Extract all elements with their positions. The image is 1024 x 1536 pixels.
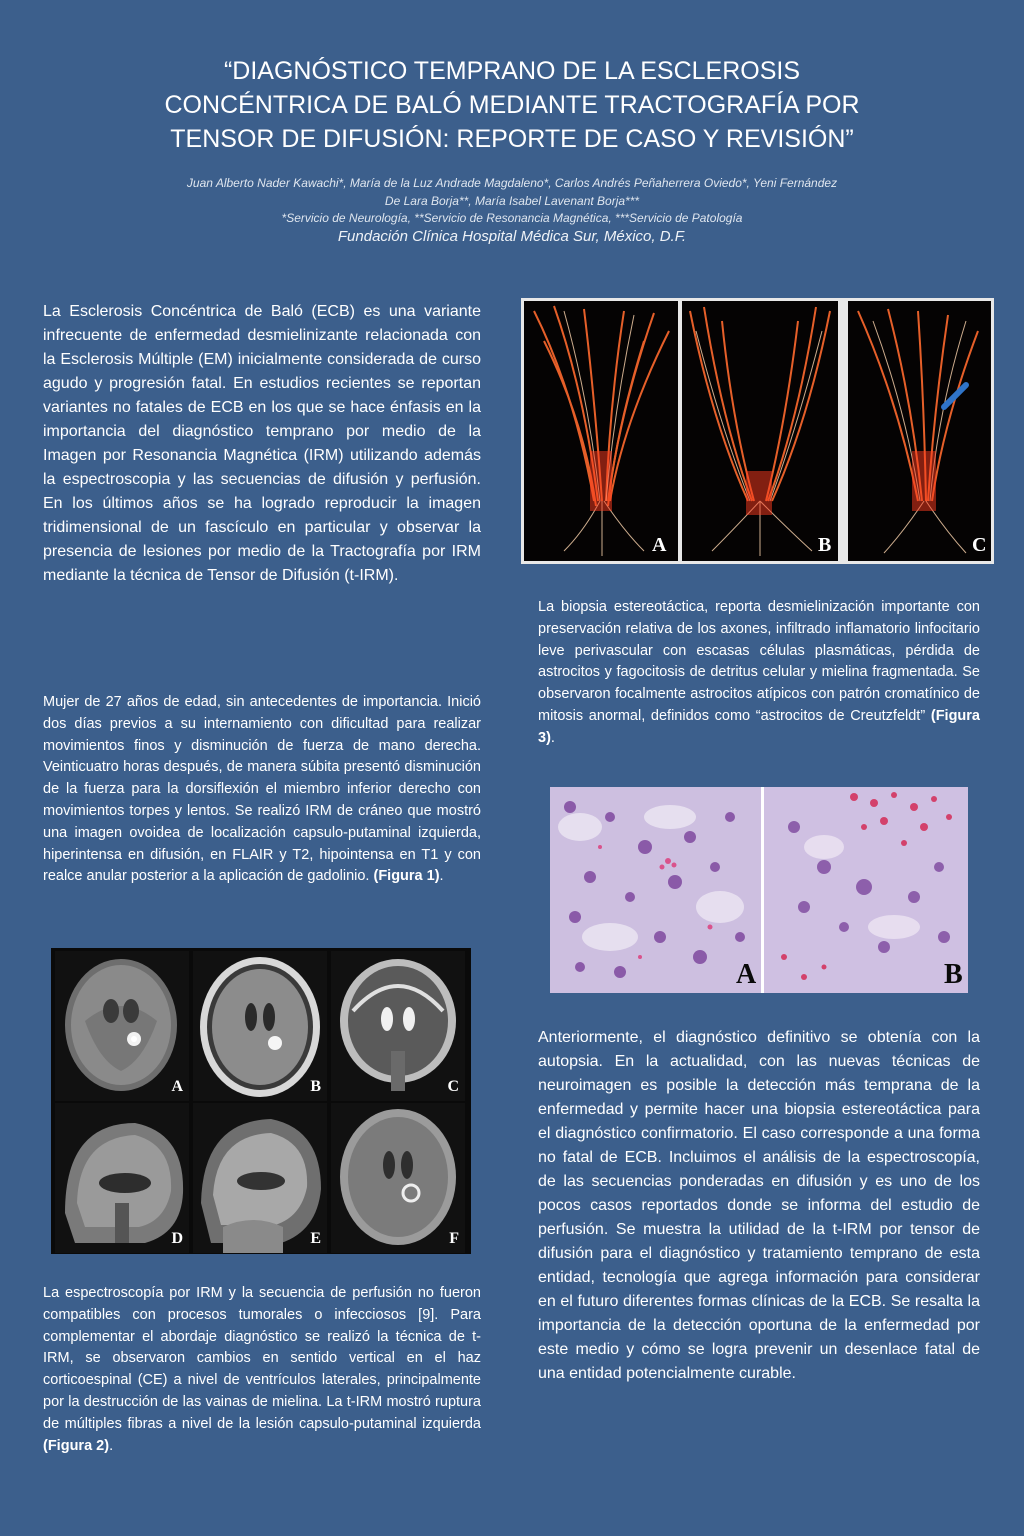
tractography-panel-c [848,301,991,561]
biopsy-end: . [550,729,555,746]
mri-panel-a [55,951,189,1101]
panel-label-a: A [171,1078,183,1095]
panel-label-d: D [171,1230,183,1247]
panel-label-b: B [310,1078,321,1095]
mri-axial-flair-image [193,951,327,1101]
figure-2-ref: (Figura 2) [43,1437,110,1454]
figure-1-ref: (Figura 1) [373,868,440,885]
conclusion-paragraph: Anteriormente, el diagnóstico definitivo se obtenía con la autopsia. En la actualidad, con las nuevas técnicas de neuroimagen es posible la detección más temprana de la enfermedad y permite hacer una biopsia estereotáctica para el diagnóstico confirmatorio. El caso corresponde a una forma no fatal de ECB. Incluimos el análisis de la espectroscopía, de las secuencias ponderadas en difusión y es uno de los pocos casos reportados donde se informa del estudio de perfusión. Se muestra la utilidad de la t-IRM por tensor de difusión para el diagnóstico y tratamiento temprano de esta entidad, tecnología que agrega información para considerar en el futuro diferentes formas clínicas de la ECB. Se resalta la importancia de la detección oportuna de la enfermedad por este medio y cómo se logra prevenir un desenlace fatal de una entidad potencialmente curable. [538,1029,980,1382]
figure-2-tractography [521,298,994,564]
panel-label-b: B [818,534,832,556]
tractography-panel-b [682,301,838,561]
panel-label-c: C [447,1078,459,1095]
mri-panel-f [331,1103,465,1253]
figure-3-histology [550,787,968,993]
case-text: Mujer de 27 años de edad, sin antecedentes de importancia. Inició dos días previos a su internamiento con dificultad para realizar movimientos finos y disminución de fuerza de mano derecha. Veinticuatro horas después, de manera súbita presentó disminución de la fuerza para la dorsiflexión el miembro inferior derecho con movimientos torpes y lentos. Se realizó IRM de cráneo que mostró una imagen ovoidea de localización capsulo-putaminal izquierda, hiperintensa en difusión, en FLAIR y T2, hipointensa en T1 y con realce anular posterior a la aplicación de gadolinio. [43,694,481,885]
tractography-panel-a [524,301,678,561]
authors-line: De Lara Borja**, María Isabel Lavenant Borja*** [384,193,640,208]
mri-sagittal-gad-image [193,1103,327,1253]
panel-label-e: E [310,1230,321,1247]
histology-panel-b [764,787,968,993]
mri-axial-gad-image [331,1103,465,1253]
histology-panel-a [550,787,761,993]
figure-1-mri [51,948,471,1254]
arrow-icon [944,385,966,407]
histology-image-b [764,787,968,993]
mri-panel-b [193,951,327,1101]
mri-axial-dwi-image [55,951,189,1101]
tractography-image-c [848,301,991,561]
panel-label-a: A [736,959,757,990]
panel-label-b: B [944,959,963,990]
mri-panel-e [193,1103,327,1253]
case-paragraph [43,692,481,888]
biopsy-paragraph [538,597,980,750]
mri-coronal-t2-image [331,951,465,1101]
panel-label-f: F [449,1230,459,1247]
spectroscopy-text: La espectroscopía por IRM y la secuencia de perfusión no fueron compatibles con procesos tumorales o infecciosos [9]. Para complementar el abordaje diagnóstico se realizó la técnica de t-IRM, se observaron cambios en sentido vertical en el haz corticoespinal (CE) a nivel de ventrículos laterales, principalmente por la destrucción de las vainas de mielina. La t-IRM mostró ruptura de múltiples fibras a nivel de la lesión capsulo-putaminal izquierda [43,1285,481,1432]
panel-label-a: A [652,534,667,556]
case-end: . [439,868,444,885]
mri-panel-c [331,951,465,1101]
intro-paragraph: La Esclerosis Concéntrica de Baló (ECB) es una variante infrecuente de enfermedad desmielinizante relacionada con la Esclerosis Múltiple (EM) inicialmente considerada de curso agudo y progresión fatal. En estudios recientes se reportan variantes no fatales de ECB en los que se hace énfasis en la importancia del diagnóstico temprano por medio de la Imagen por Resonancia Magnética (IRM) utilizando además la espectroscopia y las secuencias de difusión y perfusión. En los últimos años se ha logrado reproducir la imagen tridimensional de un fascículo en particular y observar la presencia de lesiones por medio de la Tractografía por IRM mediante la técnica de Tensor de Difusión (t-IRM). [43,303,481,584]
title-line: CONCÉNTRICA DE BALÓ MEDIANTE TRACTOGRAFÍA POR [164,91,860,119]
mri-panel-d [55,1103,189,1253]
departments-line: *Servicio de Neurología, **Servicio de Resonancia Magnética, ***Servicio de Patología [281,211,743,225]
mri-sagittal-t1-image [55,1103,189,1253]
affiliation: Fundación Clínica Hospital Médica Sur, México, D.F. [337,228,687,245]
panel-label-c: C [972,534,987,556]
spectroscopy-end: . [109,1437,114,1454]
title-line: TENSOR DE DIFUSIÓN: REPORTE DE CASO Y REVISIÓN” [170,125,854,153]
histology-image-a [550,787,761,993]
authors-block [110,175,914,228]
authors-line: Juan Alberto Nader Kawachi*, María de la Luz Andrade Magdaleno*, Carlos Andrés Peñaherrera Oviedo*, Yeni Fernández [186,176,838,190]
spectroscopy-paragraph [43,1283,481,1457]
tractography-image-b [682,301,838,561]
poster-title [120,54,904,156]
tractography-image-a [524,301,678,561]
figure-3-ref: (Figura 3) [538,707,980,746]
title-line: “DIAGNÓSTICO TEMPRANO DE LA ESCLEROSIS [223,57,801,85]
biopsy-text: La biopsia estereotáctica, reporta desmielinización importante con preservación relativa de los axones, infiltrado inflamatorio linfocitario leve perivascular con escasas células plasmáticas, pérdida de astrocitos y fagocitosis de detritus celular y mielina fragmentada. Se observaron focalmente astrocitos atípicos con patrón cromatínico de mitosis anormal, definidos como “astrocitos de Creutzfeldt” [538,599,980,724]
